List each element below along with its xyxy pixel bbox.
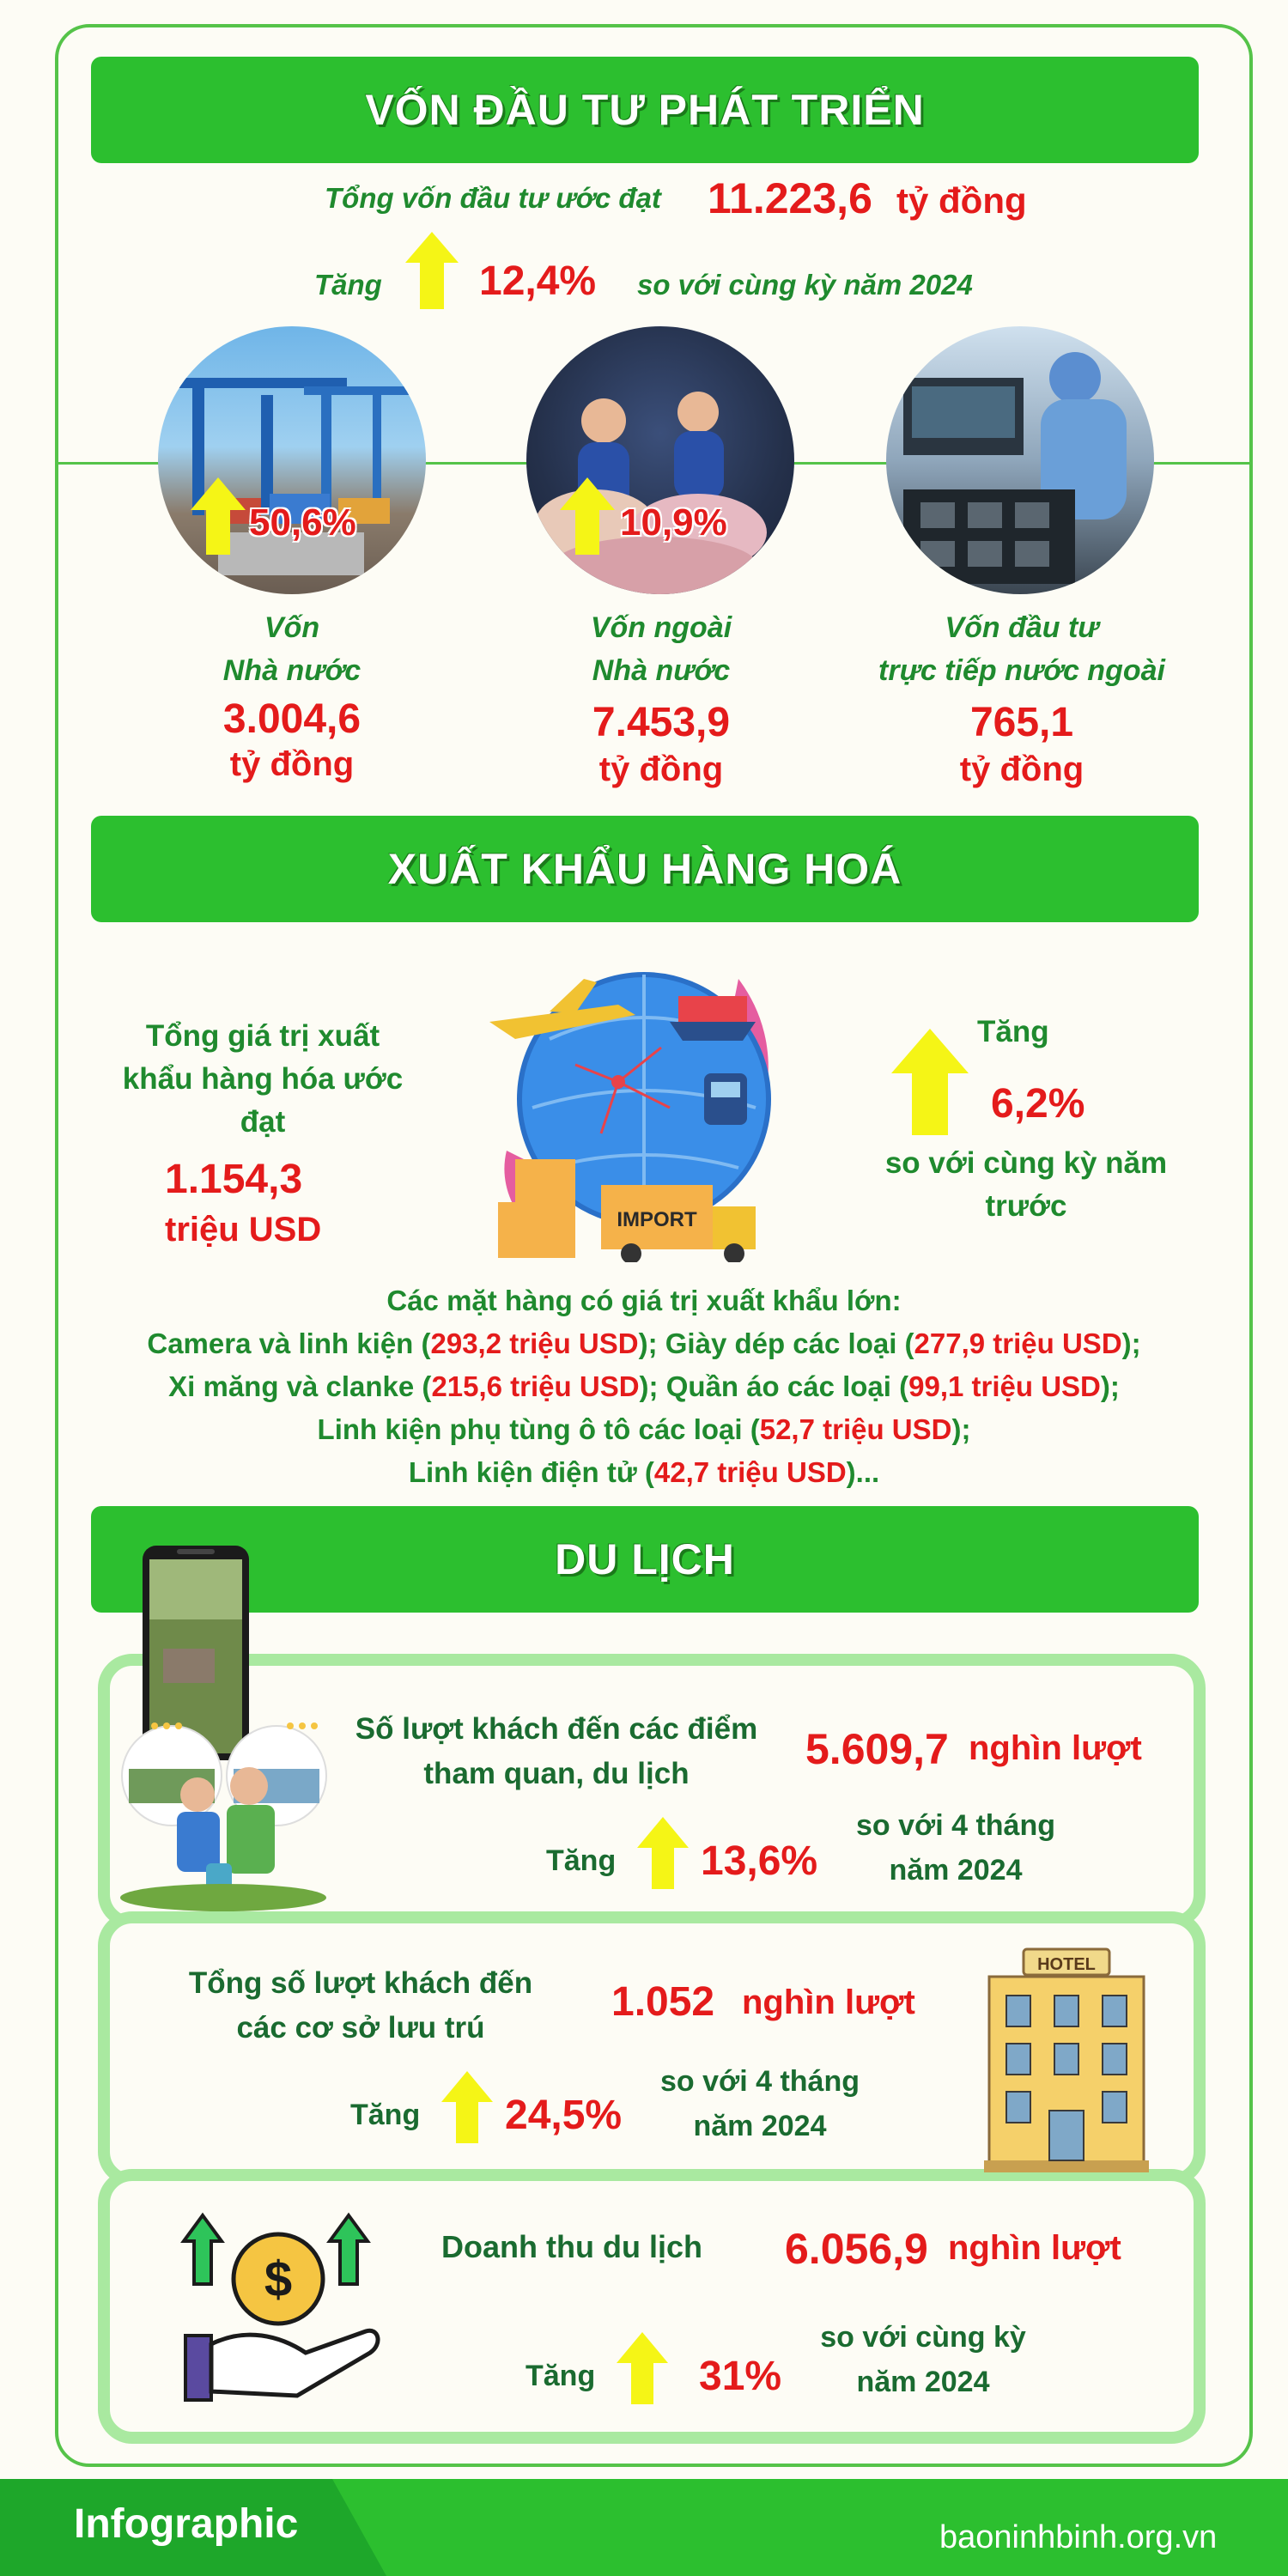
fdi-capital-unit: tỷ đồng bbox=[959, 750, 1084, 788]
revenue-compare-l2: năm 2024 bbox=[856, 2366, 990, 2398]
investment-title: VỐN ĐẦU TƯ PHÁT TRIỂN bbox=[365, 86, 925, 134]
product-sep: ); bbox=[951, 1413, 971, 1445]
product-name: Camera và linh kiện ( bbox=[147, 1327, 431, 1359]
revenue-compare-l1: so với cùng kỳ bbox=[820, 2321, 1026, 2354]
export-title: XUẤT KHẨU HÀNG HOÁ bbox=[387, 845, 902, 893]
total-investment-label: Tổng vốn đầu tư ước đạt bbox=[325, 182, 661, 214]
lodging-compare-l1: so với 4 tháng bbox=[660, 2065, 860, 2098]
up-arrow-icon bbox=[405, 232, 459, 309]
products-line-3 bbox=[69, 1408, 1219, 1451]
visitors-increase-value: 13,6% bbox=[701, 1838, 818, 1884]
export-total-unit: triệu USD bbox=[165, 1211, 322, 1249]
export-total-label-l3: đạt bbox=[240, 1105, 286, 1139]
up-arrow-icon bbox=[191, 477, 246, 555]
visitors-unit: nghìn lượt bbox=[969, 1729, 1142, 1767]
lodging-value: 1.052 bbox=[611, 1979, 715, 2025]
lodging-unit: nghìn lượt bbox=[742, 1984, 915, 2021]
import-tag: IMPORT bbox=[617, 1208, 697, 1231]
product-sep: ); bbox=[1121, 1327, 1141, 1359]
product-name: Xi măng và clanke ( bbox=[168, 1370, 432, 1402]
visitors-label-l1: Số lượt khách đến các điểm bbox=[355, 1712, 758, 1746]
product-value: 215,6 triệu USD bbox=[431, 1370, 640, 1402]
export-increase-compare-l1: so với cùng kỳ năm bbox=[884, 1146, 1168, 1180]
export-banner bbox=[91, 816, 1199, 922]
product-sep: )... bbox=[846, 1456, 880, 1488]
non-state-capital-label-l2: Nhà nước bbox=[592, 654, 731, 687]
visitors-compare bbox=[831, 1803, 1080, 1893]
product-value: 99,1 triệu USD bbox=[908, 1370, 1101, 1402]
lodging-compare-l2: năm 2024 bbox=[693, 2110, 827, 2142]
export-total-value: 1.154,3 bbox=[165, 1157, 303, 1202]
visitors-compare-l1: so với 4 tháng bbox=[856, 1809, 1055, 1842]
export-increase-value: 6,2% bbox=[991, 1081, 1085, 1127]
export-increase-compare bbox=[859, 1142, 1194, 1228]
state-capital-label-l1: Vốn bbox=[264, 611, 320, 644]
visitors-value: 5.609,7 bbox=[805, 1725, 949, 1773]
up-arrow-icon bbox=[637, 1817, 689, 1889]
revenue-increase-label: Tăng bbox=[526, 2360, 596, 2392]
products-title: Các mặt hàng có giá trị xuất khẩu lớn: bbox=[386, 1285, 902, 1316]
up-arrow-icon bbox=[891, 1029, 969, 1135]
product-name: ); Giày dép các loại ( bbox=[638, 1327, 914, 1359]
products-line-4 bbox=[69, 1451, 1219, 1494]
lodging-label-l2: các cơ sở lưu trú bbox=[236, 2011, 485, 2044]
product-value: 42,7 triệu USD bbox=[653, 1456, 847, 1488]
product-value: 52,7 triệu USD bbox=[759, 1413, 952, 1445]
export-increase-label: Tăng bbox=[977, 1015, 1049, 1048]
revenue-compare bbox=[799, 2315, 1048, 2404]
lodging-label-l1: Tổng số lượt khách đến bbox=[188, 1966, 533, 2000]
footer-site-link[interactable]: baoninhbinh.org.vn bbox=[939, 2519, 1218, 2555]
state-capital-value: 3.004,6 bbox=[222, 696, 361, 742]
non-state-capital-value: 7.453,9 bbox=[592, 700, 731, 745]
product-value: 293,2 triệu USD bbox=[430, 1327, 639, 1359]
non-state-capital-label bbox=[515, 606, 807, 692]
non-state-capital-unit: tỷ đồng bbox=[598, 750, 724, 788]
fdi-capital-label-l2: trực tiếp nước ngoài bbox=[878, 654, 1165, 687]
up-arrow-icon bbox=[617, 2332, 668, 2404]
visitors-label-l2: tham quan, du lịch bbox=[423, 1757, 690, 1790]
tourism-title: DU LỊCH bbox=[555, 1535, 735, 1583]
product-sep: ); bbox=[1100, 1370, 1120, 1402]
investment-banner bbox=[91, 57, 1199, 163]
product-name: ); Quần áo các loại ( bbox=[639, 1370, 909, 1402]
revenue-increase-value: 31% bbox=[699, 2354, 782, 2399]
up-arrow-icon bbox=[560, 477, 615, 555]
export-globe-illustration bbox=[489, 962, 790, 1262]
fdi-capital-value: 765,1 bbox=[969, 700, 1074, 745]
up-arrow-icon bbox=[441, 2071, 493, 2143]
non-state-capital-label-l1: Vốn ngoài bbox=[590, 611, 732, 644]
hotel-icon bbox=[981, 1942, 1152, 2174]
fdi-capital-label-l1: Vốn đầu tư bbox=[945, 611, 1099, 644]
lodging-label bbox=[155, 1961, 567, 2050]
state-capital-unit: tỷ đồng bbox=[229, 745, 355, 783]
visitors-label bbox=[333, 1707, 780, 1796]
state-capital-label bbox=[158, 606, 426, 692]
export-products bbox=[69, 1279, 1219, 1494]
lodging-increase-label: Tăng bbox=[350, 2099, 421, 2131]
fdi-capital-label bbox=[850, 606, 1194, 692]
investment-increase-label: Tăng bbox=[314, 269, 382, 301]
lodging-compare bbox=[635, 2059, 884, 2148]
revenue-label: Doanh thu du lịch bbox=[441, 2229, 702, 2264]
tourism-phone-illustration bbox=[94, 1537, 361, 1915]
state-capital-label-l2: Nhà nước bbox=[222, 654, 361, 687]
total-investment-value: 11.223,6 bbox=[708, 174, 872, 222]
export-increase-compare-l2: trước bbox=[985, 1189, 1067, 1223]
footer-infographic-label: Infographic bbox=[74, 2501, 299, 2547]
investment-increase-compare: so với cùng kỳ năm 2024 bbox=[637, 269, 973, 301]
revenue-unit: nghìn lượt bbox=[948, 2229, 1121, 2267]
svg-text:$: $ bbox=[264, 2251, 293, 2307]
money-hand-icon bbox=[168, 2207, 383, 2413]
state-capital-pct: 50,6% bbox=[249, 501, 356, 544]
product-value: 277,9 triệu USD bbox=[914, 1327, 1122, 1359]
export-total-label-l2: khẩu hàng hóa ước bbox=[122, 1062, 404, 1096]
products-line-1 bbox=[69, 1322, 1219, 1365]
lodging-increase-value: 24,5% bbox=[505, 2093, 623, 2138]
products-line-2 bbox=[69, 1365, 1219, 1408]
visitors-increase-label: Tăng bbox=[546, 1844, 617, 1877]
total-investment-unit: tỷ đồng bbox=[896, 180, 1027, 221]
visitors-compare-l2: năm 2024 bbox=[889, 1854, 1023, 1886]
export-total-label bbox=[100, 1015, 426, 1144]
non-state-capital-pct: 10,9% bbox=[620, 501, 727, 544]
product-name: Linh kiện phụ tùng ô tô các loại ( bbox=[317, 1413, 760, 1445]
revenue-value: 6.056,9 bbox=[785, 2225, 928, 2273]
investment-increase-value: 12,4% bbox=[479, 258, 597, 304]
product-name: Linh kiện điện tử ( bbox=[408, 1456, 654, 1488]
export-total-label-l1: Tổng giá trị xuất bbox=[145, 1019, 380, 1053]
hotel-sign: HOTEL bbox=[1037, 1955, 1096, 1974]
factory-photo bbox=[886, 326, 1154, 594]
